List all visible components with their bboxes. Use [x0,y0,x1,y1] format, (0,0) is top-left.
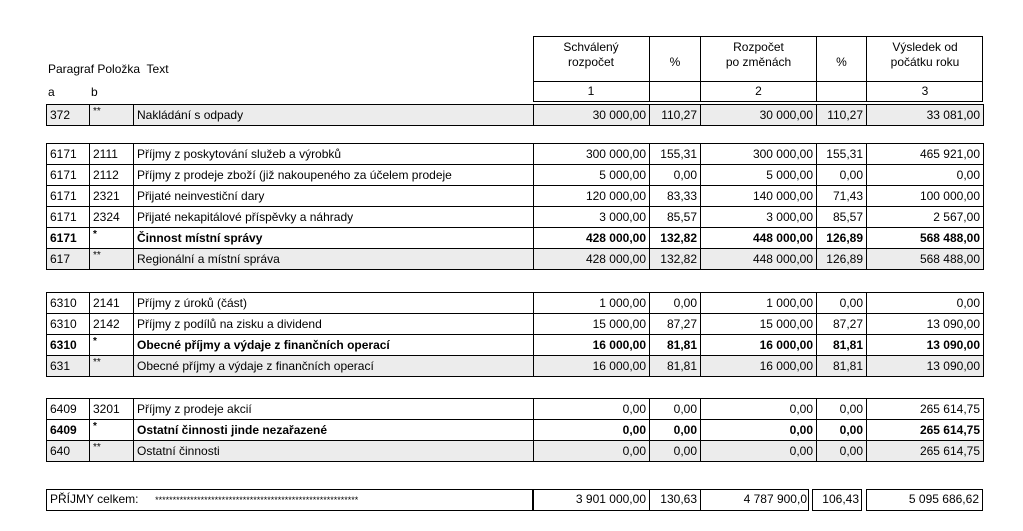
table-row [47,314,984,335]
table-row [47,399,984,420]
schvaleny-cell: 0,00 [534,441,650,462]
text-cell: Ostatní činnosti jinde nezařazené [134,420,534,441]
polozka-cell: ** [90,249,134,270]
percent1-cell: 81,81 [650,335,701,356]
po-zmenach-cell: 0,00 [701,420,817,441]
header-vysledek-line1: Výsledek od [892,40,958,54]
section-total-row [47,441,984,462]
polozka-cell: 2321 [90,186,134,207]
schvaleny-cell: 120 000,00 [534,186,650,207]
po-zmenach-cell: 5 000,00 [701,165,817,186]
percent1-cell: 0,00 [650,420,701,441]
header-po-zmenach-line2: po změnách [725,55,792,69]
total-label [50,491,358,508]
table-row [47,165,984,186]
total-v2: 4 787 900,0 [743,492,807,506]
total-p1: 130,63 [660,492,697,506]
percent2-cell: 0,00 [817,420,867,441]
polozka-cell: * [90,335,134,356]
paragraf-cell: 6409 [47,399,90,420]
header-vysledek [867,40,983,70]
polozka-cell: 2324 [90,207,134,228]
table-row [47,293,984,314]
polozka-cell: ** [90,105,134,126]
group-table-3 [46,398,984,462]
percent1-cell: 0,00 [650,293,701,314]
percent1-cell: 132,82 [650,249,701,270]
polozka-cell: 2111 [90,144,134,165]
vysledek-cell: 265 614,75 [867,420,984,441]
vysledek-cell: 465 921,00 [867,144,984,165]
total-p2: 106,43 [822,492,859,506]
total-stars: ********************************************************** [155,495,359,505]
percent2-cell: 0,00 [817,441,867,462]
percent2-cell: 87,27 [817,314,867,335]
schvaleny-cell: 0,00 [534,399,650,420]
col-header-polozka: Položka [97,62,141,76]
table-row [47,186,984,207]
paragraf-cell: 372 [47,105,90,126]
schvaleny-cell: 15 000,00 [534,314,650,335]
polozka-cell: 2112 [90,165,134,186]
paragraf-cell: 640 [47,441,90,462]
paragraf-cell: 6171 [47,228,90,249]
text-cell: Činnost místní správy [134,228,534,249]
paragraf-cell: 6310 [47,314,90,335]
header-po-zmenach-line1: Rozpočet [733,40,784,54]
vysledek-cell: 568 488,00 [867,228,984,249]
percent1-cell: 87,27 [650,314,701,335]
section-total-row [47,249,984,270]
po-zmenach-cell: 30 000,00 [701,105,817,126]
schvaleny-cell: 3 000,00 [534,207,650,228]
paragraf-cell: 6310 [47,335,90,356]
polozka-cell: 2142 [90,314,134,335]
paragraf-cell: 6171 [47,207,90,228]
paragraf-cell: 6171 [47,186,90,207]
schvaleny-cell: 1 000,00 [534,293,650,314]
polozka-cell: 3201 [90,399,134,420]
text-cell: Přijaté neinvestiční dary [134,186,534,207]
text-cell: Obecné příjmy a výdaje z finančních operací [134,356,534,377]
header-percent-2: % [836,55,847,69]
col-header-paragraf-polozka-text [48,62,169,76]
paragraf-cell: 6409 [47,420,90,441]
header-num-3: 3 [921,84,929,98]
percent2-cell: 155,31 [817,144,867,165]
percent2-cell: 71,43 [817,186,867,207]
vysledek-cell: 2 567,00 [867,207,984,228]
section-total-row [47,356,984,377]
sub-header-a: a [48,85,55,99]
text-cell: Ostatní činnosti [134,441,534,462]
polozka-cell: ** [90,441,134,462]
text-cell: Příjmy z poskytování služeb a výrobků [134,144,534,165]
total-v3: 5 095 686,62 [908,492,979,506]
po-zmenach-cell: 16 000,00 [701,356,817,377]
schvaleny-cell: 428 000,00 [534,249,650,270]
vysledek-cell: 568 488,00 [867,249,984,270]
text-cell: Příjmy z prodeje akcií [134,399,534,420]
po-zmenach-cell: 3 000,00 [701,207,817,228]
total-label-text: PŘÍJMY celkem: [50,492,139,506]
subtotal-row [47,335,984,356]
table-row [47,207,984,228]
subtotal-row [47,420,984,441]
schvaleny-cell: 5 000,00 [534,165,650,186]
paragraf-cell: 6310 [47,293,90,314]
percent1-cell: 83,33 [650,186,701,207]
vysledek-cell: 100 000,00 [867,186,984,207]
percent1-cell: 85,57 [650,207,701,228]
group-table-0 [46,104,984,126]
paragraf-cell: 6171 [47,165,90,186]
percent1-cell: 110,27 [650,105,701,126]
header-num-1: 1 [587,84,595,98]
group-table-2 [46,292,984,377]
header-schvaleny-line2: rozpočet [567,55,615,69]
total-v1: 3 901 000,00 [575,492,646,506]
text-cell: Obecné příjmy a výdaje z finančních operací [134,335,534,356]
subtotal-row [47,228,984,249]
header-schvaleny-line1: Schválený [563,40,619,54]
text-cell: Příjmy z prodeje zboží (již nakoupeného za účelem prodeje [134,165,534,186]
text-cell: Příjmy z úroků (část) [134,293,534,314]
percent1-cell: 0,00 [650,441,701,462]
vysledek-cell: 0,00 [867,293,984,314]
schvaleny-cell: 300 000,00 [534,144,650,165]
vysledek-cell: 0,00 [867,165,984,186]
percent1-cell: 81,81 [650,356,701,377]
vysledek-cell: 13 090,00 [867,335,984,356]
header-num-2: 2 [755,84,762,98]
schvaleny-cell: 428 000,00 [534,228,650,249]
vysledek-cell: 13 090,00 [867,356,984,377]
schvaleny-cell: 16 000,00 [534,335,650,356]
percent2-cell: 0,00 [817,293,867,314]
table-row [47,144,984,165]
header-rozpocet-po-zmenach [701,40,816,70]
header-vysledek-line2: počátku roku [890,55,960,69]
paragraf-cell: 6171 [47,144,90,165]
po-zmenach-cell: 0,00 [701,399,817,420]
po-zmenach-cell: 448 000,00 [701,249,817,270]
po-zmenach-cell: 1 000,00 [701,293,817,314]
schvaleny-cell: 16 000,00 [534,356,650,377]
po-zmenach-cell: 16 000,00 [701,335,817,356]
paragraf-cell: 631 [47,356,90,377]
percent1-cell: 0,00 [650,399,701,420]
po-zmenach-cell: 300 000,00 [701,144,817,165]
po-zmenach-cell: 15 000,00 [701,314,817,335]
vysledek-cell: 33 081,00 [867,105,984,126]
text-cell: Nakládání s odpady [134,105,534,126]
group-table-1 [46,143,984,270]
polozka-cell: * [90,420,134,441]
po-zmenach-cell: 0,00 [701,441,817,462]
percent2-cell: 126,89 [817,249,867,270]
percent1-cell: 155,31 [650,144,701,165]
text-cell: Regionální a místní správa [134,249,534,270]
paragraf-cell: 617 [47,249,90,270]
schvaleny-cell: 30 000,00 [534,105,650,126]
header-percent-1: % [669,55,681,69]
col-header-paragraf: Paragraf [48,62,95,76]
text-cell: Přijaté nekapitálové příspěvky a náhrady [134,207,534,228]
percent2-cell: 81,81 [817,356,867,377]
sub-header-b: b [91,85,98,99]
percent2-cell: 85,57 [817,207,867,228]
po-zmenach-cell: 140 000,00 [701,186,817,207]
polozka-cell: * [90,228,134,249]
percent1-cell: 0,00 [650,165,701,186]
percent1-cell: 132,82 [650,228,701,249]
percent2-cell: 81,81 [817,335,867,356]
schvaleny-cell: 0,00 [534,420,650,441]
percent2-cell: 0,00 [817,165,867,186]
header-schvaleny-rozpocet [533,40,649,70]
vysledek-cell: 265 614,75 [867,441,984,462]
percent2-cell: 0,00 [817,399,867,420]
percent2-cell: 110,27 [817,105,867,126]
percent2-cell: 126,89 [817,228,867,249]
header-divider [533,81,983,82]
text-cell: Příjmy z podílů na zisku a dividend [134,314,534,335]
po-zmenach-cell: 448 000,00 [701,228,817,249]
section-total-row [47,105,984,126]
polozka-cell: ** [90,356,134,377]
vysledek-cell: 13 090,00 [867,314,984,335]
polozka-cell: 2141 [90,293,134,314]
col-header-text: Text [146,62,169,76]
vysledek-cell: 265 614,75 [867,399,984,420]
